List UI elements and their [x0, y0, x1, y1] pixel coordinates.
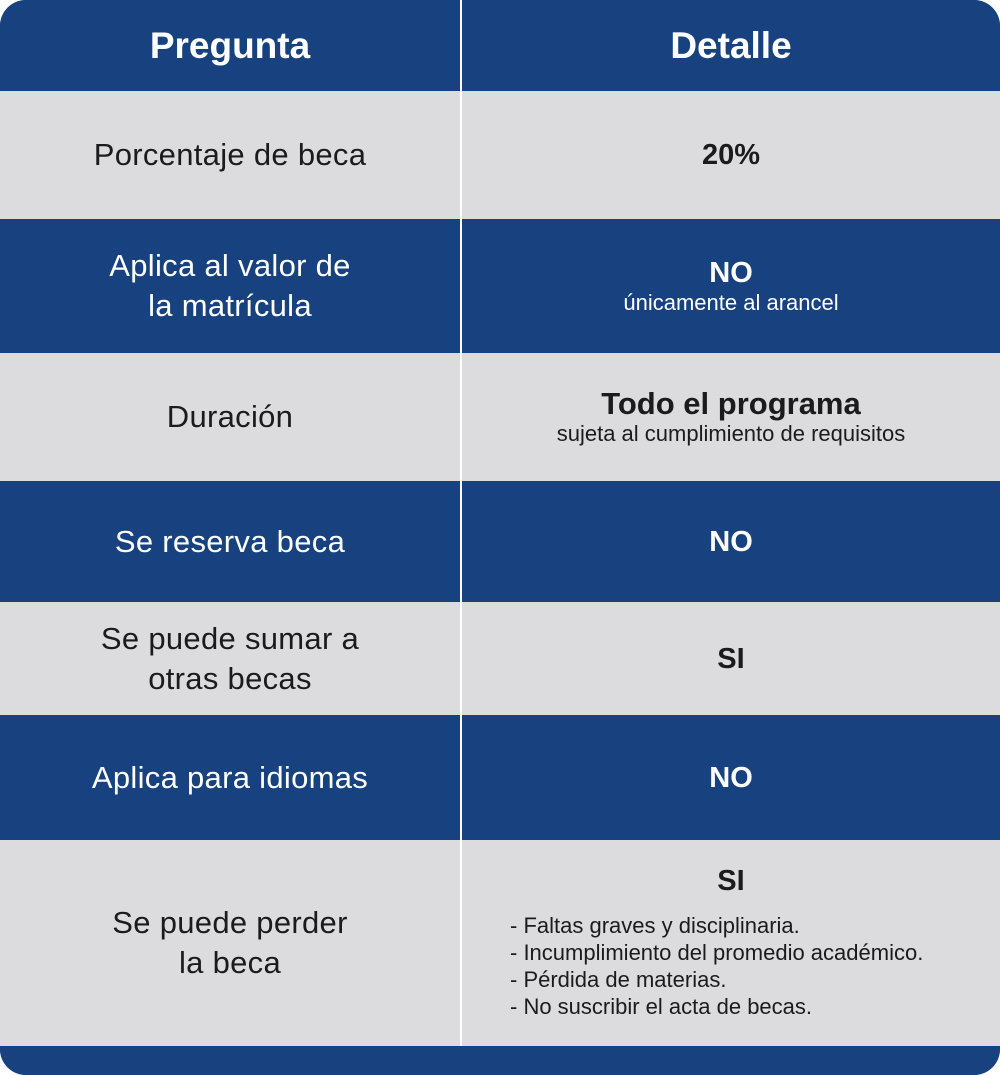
detail-value: NO — [709, 257, 753, 289]
question-cell — [0, 353, 460, 481]
detail-cell — [460, 481, 1000, 602]
detail-value: Todo el programa — [601, 386, 861, 421]
question-cell — [0, 715, 460, 840]
table-row — [0, 353, 1000, 481]
question-line: Se puede sumar a — [100, 620, 360, 656]
detail-value: NO — [709, 761, 753, 794]
detail-cell — [460, 219, 1000, 353]
detail-value: SI — [717, 642, 745, 675]
question-line: Aplica al valor de — [109, 248, 351, 283]
list-item: - Incumplimiento del promedio académico. — [510, 940, 924, 965]
question-line: la beca — [178, 945, 282, 980]
question-cell — [0, 840, 460, 1046]
detail-value: 20% — [701, 139, 761, 171]
question-line: la matrícula — [148, 288, 312, 323]
detail-cell — [460, 840, 1000, 1046]
question-line: Aplica para idiomas — [91, 759, 369, 795]
detail-cell — [460, 91, 1000, 219]
question-line: otras becas — [148, 660, 312, 696]
list-item: - Faltas graves y disciplinaria. — [510, 913, 800, 938]
detail-cell — [460, 353, 1000, 481]
table-row — [0, 481, 1000, 602]
detail-cell — [460, 715, 1000, 840]
question-line: Porcentaje de beca — [93, 137, 367, 172]
loss-reasons-list — [510, 912, 923, 1020]
list-item: - No suscribir el acta de becas. — [510, 994, 813, 1019]
question-cell — [0, 481, 460, 602]
question-line: Se puede perder — [112, 905, 348, 940]
table-row — [0, 602, 1000, 715]
table-row — [0, 715, 1000, 840]
detail-note: sujeta al cumplimiento de requisitos — [556, 421, 906, 446]
question-cell — [0, 602, 460, 715]
table-footer-bar — [0, 1046, 1000, 1075]
table-row — [0, 219, 1000, 353]
header-detalle: Detalle — [460, 0, 1000, 91]
question-line: Duración — [166, 399, 294, 434]
detail-note: únicamente al arancel — [623, 290, 839, 315]
table-header — [0, 0, 1000, 91]
header-pregunta: Pregunta — [149, 24, 311, 66]
detail-value: SI — [717, 865, 745, 897]
detail-value: NO — [709, 525, 753, 558]
question-cell — [0, 219, 460, 353]
table-row — [0, 91, 1000, 219]
list-item: - Pérdida de materias. — [510, 967, 727, 992]
question-cell — [0, 91, 460, 219]
detail-cell — [460, 602, 1000, 715]
table-row — [0, 840, 1000, 1046]
question-line: Se reserva beca — [114, 523, 346, 559]
